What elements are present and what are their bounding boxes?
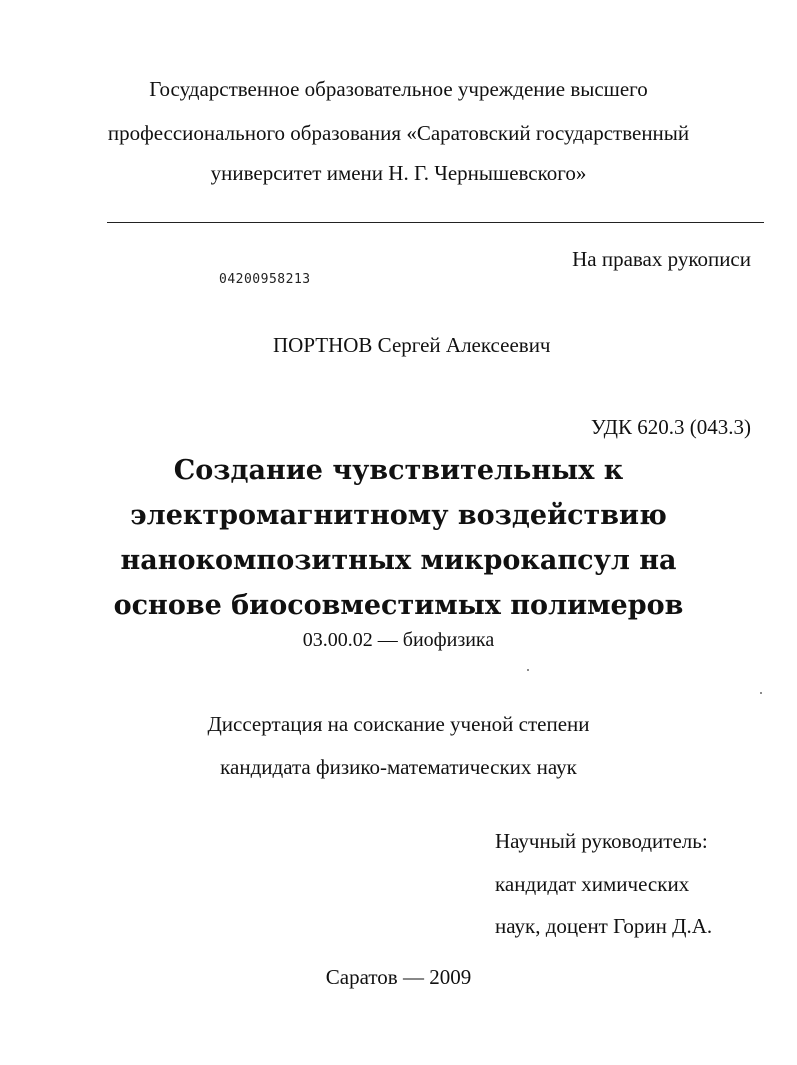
udc-code: УДК 620.3 (043.3) bbox=[590, 415, 751, 439]
institution-line-2: профессионального образования «Саратовский государственный bbox=[107, 121, 690, 145]
title-line-1: Создание чувствительных к bbox=[173, 455, 624, 486]
author-name: ПОРТНОВ Сергей Алексеевич bbox=[273, 333, 551, 357]
title-line-4: основе биосовместимых полимеров bbox=[113, 590, 684, 621]
institution-line-1: Государственное образовательное учреждение высшего bbox=[149, 77, 648, 101]
scan-speck bbox=[760, 692, 762, 694]
specialty-code: 03.00.02 — биофизика bbox=[302, 629, 495, 651]
degree-line-2: кандидата физико-математических наук bbox=[220, 755, 577, 779]
degree-line-1: Диссертация на соискание ученой степени bbox=[207, 712, 590, 736]
supervisor-line-2: кандидат химических bbox=[495, 872, 690, 896]
title-line-2: электромагнитному воздействию bbox=[130, 500, 667, 531]
dissertation-title bbox=[0, 448, 797, 628]
manuscript-note: На правах рукописи bbox=[572, 247, 751, 271]
title-line-3: нанокомпозитных микрокапсул на bbox=[120, 545, 677, 576]
supervisor-line-3: наук, доцент Горин Д.А. bbox=[495, 914, 713, 938]
scan-speck bbox=[527, 669, 529, 671]
supervisor-line-1: Научный руководитель: bbox=[495, 829, 708, 853]
institution-line-3: университет имени Н. Г. Чернышевского» bbox=[210, 161, 587, 185]
city-year: Саратов — 2009 bbox=[325, 965, 472, 989]
header-divider bbox=[107, 222, 764, 223]
archive-number: 04200958213 bbox=[219, 272, 311, 287]
